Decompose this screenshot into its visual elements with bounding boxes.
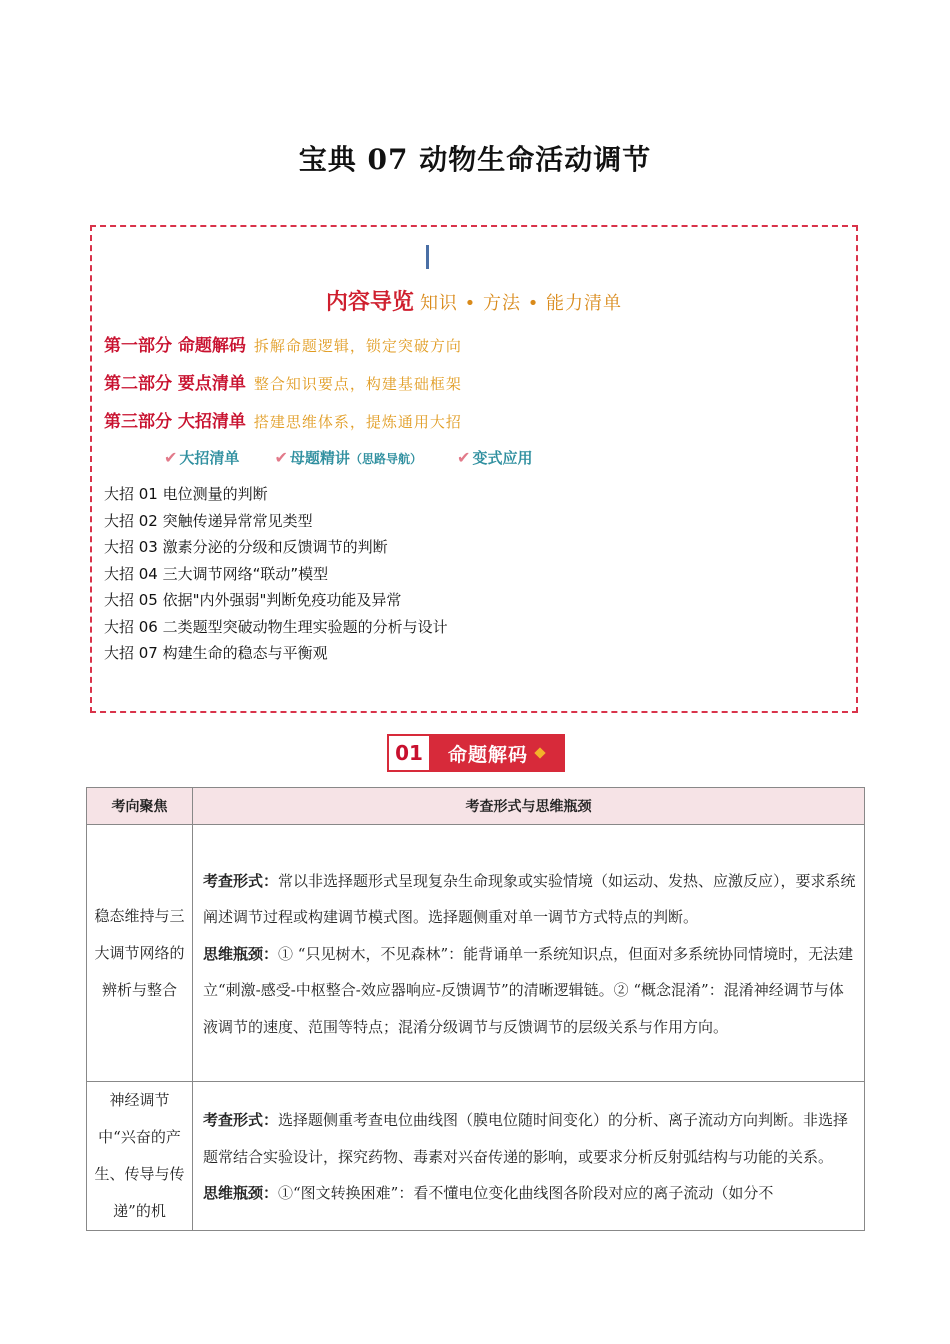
diamond-icon [534, 747, 545, 758]
focus-table [86, 787, 865, 1231]
list-item: 大招 05 依据"内外强弱"判断免疫功能及异常 [104, 591, 402, 609]
content-cell [193, 1082, 865, 1231]
tricks-list [104, 481, 448, 667]
part-desc: 拆解命题逻辑，锁定突破方向 [253, 337, 462, 355]
part-title: 第一部分 命题解码 [104, 336, 246, 356]
list-item: 大招 04 三大调节网络“联动”模型 [104, 564, 329, 583]
part-title: 第二部分 要点清单 [104, 374, 246, 394]
content-cell [193, 825, 865, 1082]
tag-tricks-list: ✔ 大招清单 [164, 448, 240, 467]
check-icon: ✔ [274, 448, 288, 467]
list-item: 大招 01 电位测量的判断 [104, 485, 268, 503]
guide-accent-bar [426, 245, 429, 269]
part-desc: 整合知识要点，构建基础框架 [253, 375, 462, 393]
header-form: 考查形式与思维瓶颈 [193, 788, 865, 825]
content-guide-box [90, 225, 858, 713]
guide-heading-main: 内容导览 [325, 290, 414, 315]
form-paragraph: 考查形式：常以非选择题形式呈现复杂生命现象或实验情境（如运动、发热、应激反应），要求系统阐述调节过程或构建调节模式图。选择题侧重对单一调节方式特点的判断。 [203, 871, 856, 927]
bottleneck-paragraph: 思维瓶颈：①“图文转换困难”：看不懂电位变化曲线图各阶段对应的离子流动（如分不 [203, 1184, 774, 1203]
check-icon: ✔ [457, 448, 471, 467]
list-item: 大招 07 构建生命的稳态与平衡观 [104, 644, 328, 662]
guide-part-1 [104, 331, 462, 356]
list-item: 大招 03 激素分泌的分级和反馈调节的判断 [104, 538, 388, 556]
section-label: 命题解码 [447, 743, 528, 766]
guide-part-2 [104, 369, 462, 394]
focus-cell: 神经调节中“兴奋的产生、传导与传递”的机 [87, 1082, 193, 1231]
guide-part-3 [104, 407, 462, 432]
section-number: 01 [389, 736, 429, 770]
document-title: 宝典 07 动物生命活动调节 [298, 143, 652, 176]
check-icon: ✔ [164, 448, 178, 467]
section-label-wrap [429, 736, 563, 770]
table-row [87, 825, 865, 1082]
focus-cell: 稳态维持与三大调节网络的辨析与整合 [87, 825, 193, 1082]
tag-variant-application: ✔ 变式应用 [457, 448, 533, 467]
table-header-row [87, 788, 865, 825]
part-desc: 搭建思维体系，提炼通用大招 [253, 413, 462, 431]
part-title: 第三部分 大招清单 [104, 412, 246, 432]
guide-tags [164, 447, 562, 468]
guide-heading [92, 285, 856, 316]
guide-heading-sub: 知识 • 方法 • 能力清单 [419, 293, 623, 314]
list-item: 大招 02 突触传递异常常见类型 [104, 511, 313, 530]
table-row [87, 1082, 865, 1231]
tag-mother-question: ✔ 母题精讲（思路导航） [274, 448, 422, 467]
bottleneck-paragraph: 思维瓶颈：① “只见树木，不见森林”：能背诵单一系统知识点，但面对多系统协同情境时，无法建立“刺激-感受-中枢整合-效应器响应-反馈调节”的清晰逻辑链。② “概念混淆”：混淆神经调节与体液调节的速度、范围等特点；混淆分级调节与反馈调节的层级关系与作用方向。 [203, 944, 854, 1036]
header-focus: 考向聚焦 [87, 788, 193, 825]
section-badge [387, 734, 565, 772]
list-item: 大招 06 二类题型突破动物生理实验题的分析与设计 [104, 617, 448, 636]
form-paragraph: 考查形式：选择题侧重考查电位曲线图（膜电位随时间变化）的分析、离子流动方向判断。非选择题常结合实验设计，探究药物、毒素对兴奋传递的影响，或要求分析反射弧结构与功能的关系。 [203, 1111, 849, 1166]
